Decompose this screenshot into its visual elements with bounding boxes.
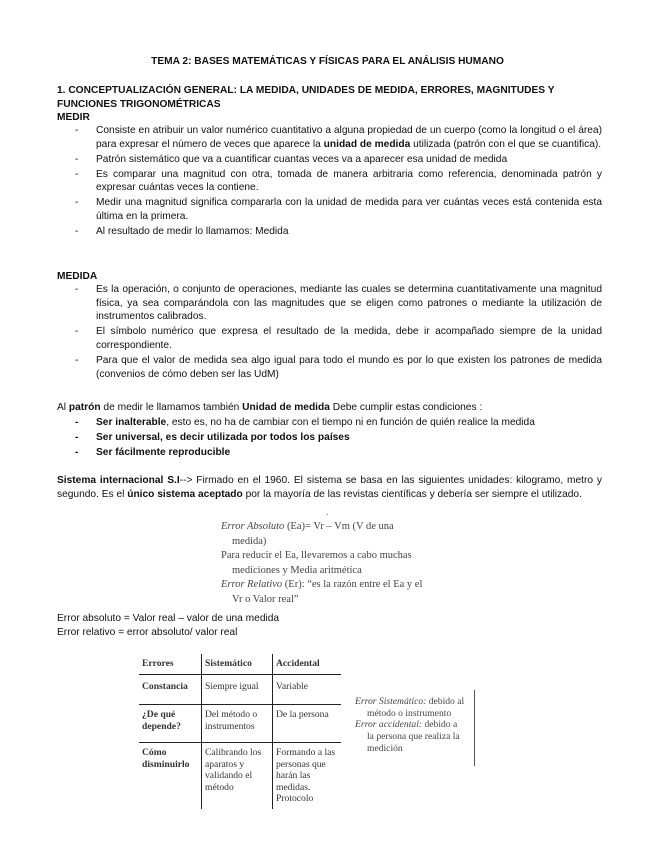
si-paragraph: Sistema internacional S.I--> Firmado en el 1960. El sistema se basa en las siguientes unidades: kilogramo, metro y segundo. Es el único sistema aceptado por la mayoría de las revistas científicas y debería ser siempre el utilizado. xyxy=(57,475,603,500)
dot-mark: . xyxy=(326,507,329,517)
list-item: - Es la operación, o conjunto de operaciones, mediante las cuales se determina cuantitativamente una magnitud física, ya sea comparándola con las magnitudes que se eligen como patrones o mediante la utilización de instrumentos calibrados. xyxy=(75,284,602,323)
table-row: ¿De qué depende? Del método o instrumentos De la persona xyxy=(139,705,341,743)
dash-bullet: - xyxy=(75,417,79,428)
list-item: - Patrón sistemático que va a cuantificar cuantas veces va a aparecer esa unidad de medida xyxy=(75,153,508,165)
error-definitions-image: Error Absoluto (Ea)= Vr – Vm (V de una medida) Para reducir el Ea, llevaremos a cabo muchas mediciones y Media aritmética Error Relativo (Er): “es la razón entre el Ea y el Vr o Valor real” xyxy=(221,521,423,605)
list-item: - Ser fácilmente reproducible xyxy=(75,447,231,459)
medir-heading: MEDIR xyxy=(57,112,90,123)
abs-error-formula: Error absoluto = Valor real – valor de una medida xyxy=(57,613,280,624)
dash-bullet: - xyxy=(75,125,79,136)
medida-list xyxy=(57,283,602,381)
list-item: - El símbolo numérico que expresa el resultado de la medida, debe ir acompañado siempre de la unidad correspondiente. xyxy=(75,326,602,351)
dash-bullet: - xyxy=(75,432,79,444)
list-item: - Al resultado de medir lo llamamos: Medida xyxy=(75,226,289,238)
table-row: Cómo disminuirlo Calibrando los aparatos y validando el método Formando a las personas que harán las medidas. Protocolo xyxy=(139,743,341,809)
dash-bullet: - xyxy=(75,197,79,209)
dash-bullet: - xyxy=(75,284,79,295)
dash-bullet: - xyxy=(75,326,79,338)
list-item: - Ser universal, es decir utilizada por todos los países xyxy=(75,432,350,444)
dash-bullet: - xyxy=(75,447,79,459)
dash-bullet: - xyxy=(75,168,79,180)
errors-table xyxy=(139,654,341,809)
table-row: Constancia Siempre igual Variable xyxy=(139,674,341,705)
patron-section xyxy=(57,401,602,461)
note-divider xyxy=(474,690,475,766)
table-header-row: Errores Sistemático Accidental xyxy=(139,654,341,674)
list-item: - Ser inalterable, esto es, no ha de cambiar con el tiempo ni en función de quién realice la medida xyxy=(75,417,535,428)
list-item: - Es comparar una magnitud con otra, tomada de manera arbitraria como referencia, denominada patrón y expresar cuántas veces la contiene. xyxy=(75,168,602,194)
list-item: - Medir una magnitud significa compararla con la unidad de medida para ver cuántas veces está contenida esta última en la primera. xyxy=(75,197,602,223)
patron-paragraph: Al patrón de medir le llamamos también Unidad de medida Debe cumplir estas condiciones : xyxy=(57,402,483,413)
page-title: TEMA 2: BASES MATEMÁTICAS Y FÍSICAS PARA EL ANÁLISIS HUMANO xyxy=(151,56,504,67)
dash-bullet: - xyxy=(75,153,79,165)
rel-error-formula: Error relativo = error absoluto/ valor real xyxy=(57,627,238,638)
medida-section xyxy=(57,271,602,383)
medir-list xyxy=(57,124,602,239)
conditions-list xyxy=(57,416,602,460)
error-types-note: Error Sistemático: debido al método o instrumento Error accidental: debido a la persona que realiza la medición xyxy=(355,696,465,754)
list-item: - Consiste en atribuir un valor numérico cuantitativo a alguna propiedad de un cuerpo (como la longitud o el área) para expresar el número de veces que aparece la unidad de medida utilizada (patrón con el que se cuantifica). xyxy=(75,125,602,150)
list-item: - Para que el valor de medida sea algo igual para todo el mundo es por lo que existen los patrones de medida (convenios de cómo deben ser las UdM) xyxy=(75,354,602,380)
error-formulas xyxy=(57,612,279,640)
dash-bullet: - xyxy=(75,226,79,238)
dash-bullet: - xyxy=(75,354,79,366)
section-heading: 1. CONCEPTUALIZACIÓN GENERAL: LA MEDIDA, UNIDADES DE MEDIDA, ERRORES, MAGNITUDES Y FUNCIONES TRIGONOMÉTRICAS xyxy=(57,85,555,110)
medida-heading: MEDIDA xyxy=(57,271,98,282)
medir-section xyxy=(57,112,602,240)
